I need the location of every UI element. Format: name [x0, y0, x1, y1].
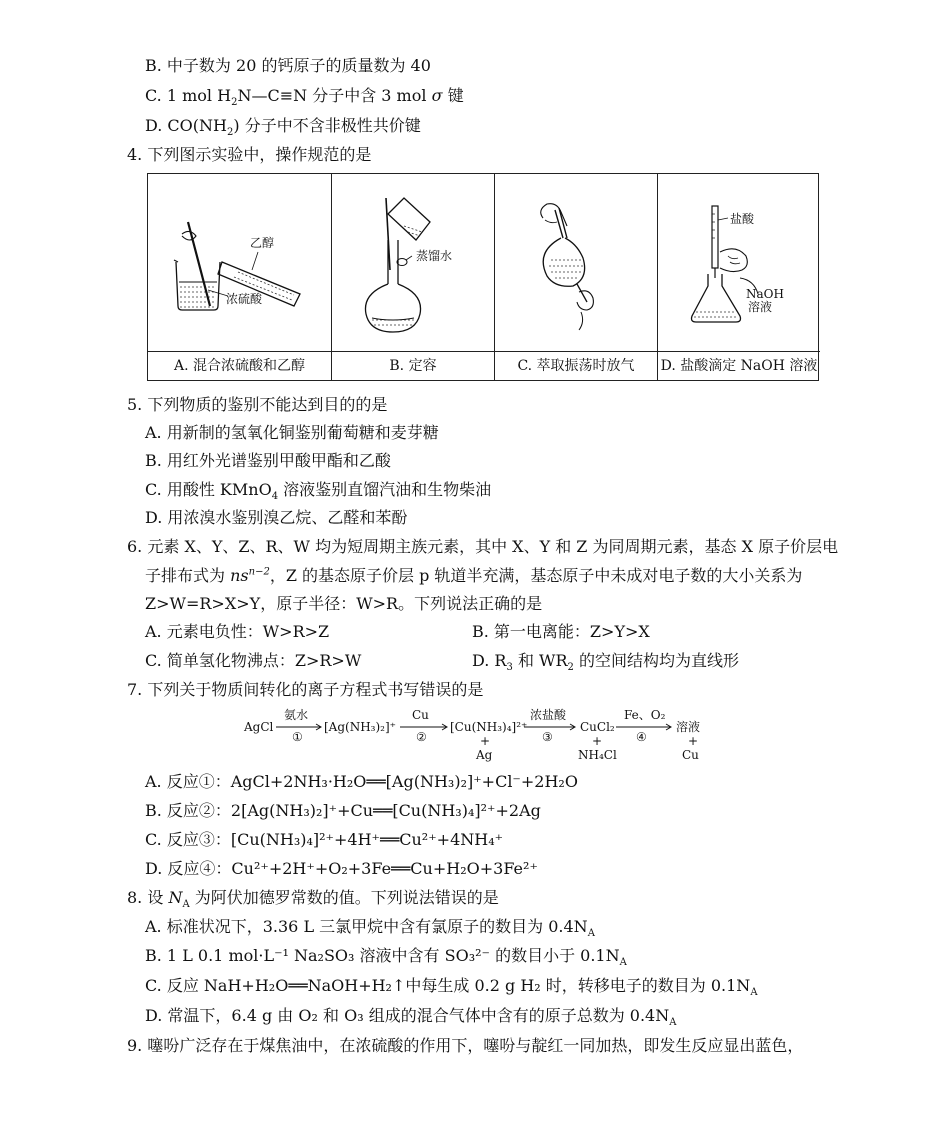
- q6-option-d: D. $R_3$ 和 $WR_2$ 的空间结构均为直线形: [472, 651, 739, 674]
- flow-agcl: AgCl: [244, 720, 274, 734]
- label-distilled-water: 蒸馏水: [416, 249, 453, 263]
- q3-option-c: C. 1 mol $H_2N—C\equiv N$ 分子中含 3 mol σ 键: [145, 86, 464, 109]
- q5-option-b: B. 用红外光谱鉴别甲酸甲酯和乙酸: [145, 451, 391, 470]
- label-sulfuric-acid: 浓硫酸: [226, 292, 263, 306]
- q8-stem: 8. 设 $N_A$ 为阿伏加德罗常数的值。下列说法错误的是: [127, 888, 499, 911]
- q4-stem: 4. 下列图示实验中，操作规范的是: [127, 145, 372, 164]
- flow-step-3: ③: [542, 730, 553, 744]
- volumetric-flask-drawing: [332, 174, 495, 352]
- label-ethanol: 乙醇: [250, 236, 275, 250]
- q8-option-b: B. 1 L 0.1 mol·L⁻¹ Na₂SO₃ 溶液中含有 SO₃²⁻ 的数目小于 $0.1N_A$: [145, 946, 627, 969]
- q7-option-a: A. 反应①：AgCl+2NH₃·H₂O══[Ag(NH₃)₂]⁺+Cl⁻+2H₂O: [145, 772, 578, 791]
- q8-option-a: A. 标准状况下，3.36 L 三氯甲烷中含有氯原子的数目为 $0.4N_A$: [145, 917, 595, 940]
- figure-cell-c: [495, 174, 658, 380]
- caption-c: C. 萃取振荡时放气: [495, 351, 657, 380]
- q3-option-b: B. 中子数为 20 的钙原子的质量数为 40: [145, 56, 431, 75]
- q9-stem-line1: 9. 噻吩广泛存在于煤焦油中，在浓硫酸的作用下，噻吩与靛红一同加热，即发生反应显出蓝色，: [127, 1036, 804, 1055]
- q6-option-c: C. 简单氢化物沸点：Z>R>W: [145, 651, 362, 670]
- flow-cu-ammine: [Cu(NH₃)₄]²⁺: [450, 720, 528, 734]
- label-hcl: 盐酸: [730, 212, 755, 226]
- q5-stem: 5. 下列物质的鉴别不能达到目的的是: [127, 395, 388, 414]
- flow-reagent-2: Cu: [412, 708, 429, 722]
- flow-ag-ammine: [Ag(NH₃)₂]⁺: [324, 720, 396, 734]
- flow-plus-3: +: [688, 734, 699, 748]
- q7-option-c: C. 反应③：[Cu(NH₃)₄]²⁺+4H⁺══Cu²⁺+4NH₄⁺: [145, 830, 504, 849]
- label-solution: 溶液: [748, 300, 773, 314]
- figure-cell-b: [332, 174, 495, 380]
- titration-drawing: [658, 174, 820, 352]
- q7-conversion-flow: [240, 708, 720, 768]
- flow-step-1: ①: [292, 730, 303, 744]
- q7-stem: 7. 下列关于物质间转化的离子方程式书写错误的是: [127, 680, 484, 699]
- q6-stem-line3: Z>W=R>X>Y，原子半径：W>R。下列说法正确的是: [145, 594, 543, 613]
- separatory-funnel-drawing: [495, 174, 658, 352]
- q7-option-b: B. 反应②：2[Ag(NH₃)₂]⁺+Cu══[Cu(NH₃)₄]²⁺+2Ag: [145, 801, 541, 820]
- flow-plus-1: +: [480, 734, 491, 748]
- q8-option-d: D. 常温下，6.4 g 由 O₂ 和 O₃ 组成的混合气体中含有的原子总数为 $0.4N_A$: [145, 1006, 677, 1029]
- q5-option-d: D. 用浓溴水鉴别溴乙烷、乙醛和苯酚: [145, 508, 408, 527]
- q6-option-b: B. 第一电离能：Z>Y>X: [472, 622, 650, 641]
- caption-d: D. 盐酸滴定 NaOH 溶液: [658, 351, 820, 380]
- q6-stem-line2: 子排布式为 $ns^{n-2}$，Z 的基态原子价层 p 轨道半充满，基态原子中未成对电子数的大小关系为: [145, 566, 803, 585]
- flow-reagent-4: Fe、O₂: [624, 708, 666, 722]
- figure-cell-d: [658, 174, 820, 380]
- q4-figure-table: [147, 173, 819, 381]
- flow-plus-2: +: [592, 734, 603, 748]
- flow-step-4: ④: [636, 730, 647, 744]
- q5-option-a: A. 用新制的氢氧化铜鉴别葡萄糖和麦芽糖: [145, 423, 439, 442]
- mixing-apparatus-drawing: [148, 174, 332, 352]
- q6-stem-line1: 6. 元素 X、Y、Z、R、W 均为短周期主族元素，其中 X、Y 和 Z 为同周期元素，基态 X 原子价层电: [127, 537, 839, 556]
- flow-reagent-3: 浓盐酸: [530, 708, 567, 722]
- caption-b: B. 定容: [332, 351, 494, 380]
- q6-option-a: A. 元素电负性：W>R>Z: [145, 622, 330, 641]
- q3-option-d: D. $CO(NH_2)$ 分子中不含非极性共价键: [145, 116, 421, 139]
- flow-cucl2: CuCl₂: [580, 720, 615, 734]
- q7-option-d: D. 反应④：Cu²⁺+2H⁺+O₂+3Fe══Cu+H₂O+3Fe²⁺: [145, 859, 538, 878]
- flow-cu: Cu: [682, 748, 699, 762]
- flow-step-2: ②: [416, 730, 427, 744]
- flow-nh4cl: NH₄Cl: [578, 748, 617, 762]
- flow-reagent-1: 氨水: [284, 708, 309, 722]
- q5-option-c: C. 用酸性 KMnO$_4$ 溶液鉴别直馏汽油和生物柴油: [145, 480, 492, 503]
- caption-a: A. 混合浓硫酸和乙醇: [148, 351, 331, 380]
- label-naoh: NaOH: [746, 287, 784, 301]
- q8-option-c: C. 反应 NaH+H₂O══NaOH+H₂↑中每生成 0.2 g H₂ 时，转移电子的数目为 $0.1N_A$: [145, 976, 758, 999]
- flow-solution: 溶液: [676, 720, 701, 734]
- figure-cell-a: [148, 174, 332, 380]
- flow-ag: Ag: [476, 748, 493, 762]
